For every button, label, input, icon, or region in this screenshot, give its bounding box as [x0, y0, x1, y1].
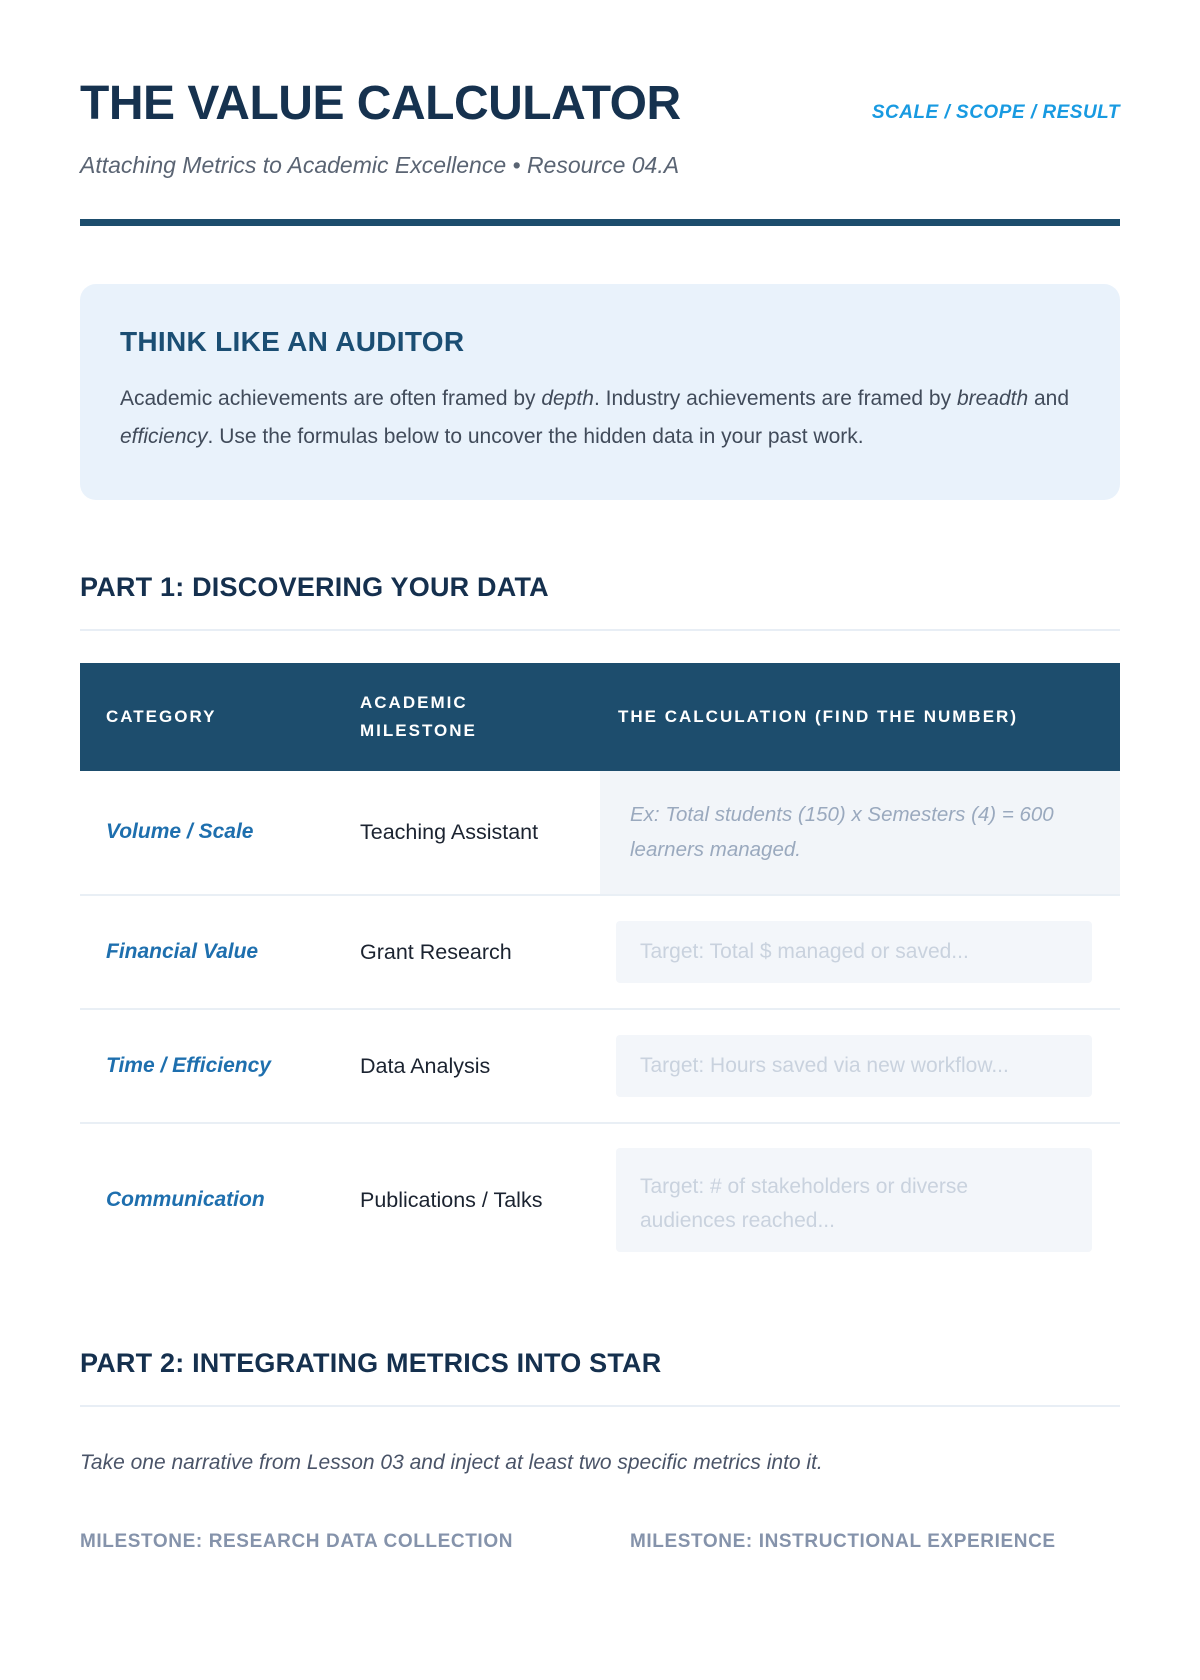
milestone-value: Grant Research [360, 940, 512, 965]
auditor-callout [80, 284, 1120, 500]
category-label: Communication [106, 1188, 265, 1212]
part1-heading: PART 1: DISCOVERING YOUR DATA [80, 571, 549, 602]
callout-italic-breadth: breadth [956, 387, 1029, 410]
callout-title: THINK LIKE AN AUDITOR [120, 326, 465, 357]
calculation-cell [600, 1010, 1120, 1122]
part2-instruction: Take one narrative from Lesson 03 and inject at least two specific metrics into it. [80, 1451, 823, 1475]
calculation-cell [600, 1124, 1120, 1276]
header-cell-calculation: THE CALCULATION (FIND THE NUMBER) [618, 706, 1018, 726]
category-label: Financial Value [106, 940, 259, 964]
header [80, 77, 1120, 130]
table-header-row [80, 663, 1120, 771]
milestone-value: Teaching Assistant [360, 820, 539, 845]
calculation-cell [600, 896, 1120, 1008]
communication-input[interactable] [616, 1148, 1092, 1252]
scale-scope-result-tag: SCALE / SCOPE / RESULT [871, 102, 1120, 123]
worksheet-page [0, 77, 1200, 1553]
category-label: Time / Efficiency [106, 1054, 271, 1078]
callout-italic-depth: depth [541, 387, 594, 410]
callout-text-4: . Use the formulas below to uncover the hidden data in your past work. [207, 424, 864, 448]
page-title: THE VALUE CALCULATOR [80, 77, 681, 130]
example-calculation: Ex: Total students (150) x Semesters (4) = 600 learners managed. [600, 771, 1120, 895]
callout-text-2: . Industry achievements are framed by [593, 387, 957, 410]
milestone-value: Publications / Talks [360, 1188, 543, 1213]
milestone-column-label-research: MILESTONE: RESEARCH DATA COLLECTION [80, 1531, 514, 1553]
part1-divider [80, 629, 1120, 631]
milestone-value: Data Analysis [360, 1054, 491, 1079]
table-row-volume-scale [80, 771, 1120, 897]
page-subtitle: Attaching Metrics to Academic Excellence • Resource 04.A [80, 152, 680, 178]
callout-text-1: Academic achievements are often framed by [120, 387, 542, 410]
header-cell-category: CATEGORY [106, 706, 217, 726]
time-efficiency-input[interactable] [616, 1035, 1092, 1097]
financial-value-input[interactable] [616, 921, 1092, 983]
table-row-time-efficiency [80, 1010, 1120, 1124]
part2-heading: PART 2: INTEGRATING METRICS INTO STAR [80, 1348, 662, 1379]
table-row-financial-value [80, 896, 1120, 1010]
part2-divider [80, 1405, 1120, 1407]
header-rule [80, 219, 1120, 226]
category-label: Volume / Scale [106, 820, 254, 844]
star-milestone-columns [80, 1531, 1120, 1553]
metrics-table [80, 663, 1120, 1277]
callout-body [120, 380, 1070, 456]
callout-text-3: and [1028, 387, 1070, 410]
table-row-communication [80, 1124, 1120, 1276]
milestone-column-label-instructional: MILESTONE: INSTRUCTIONAL EXPERIENCE [630, 1531, 1056, 1553]
callout-italic-efficiency: efficiency [120, 424, 208, 448]
header-cell-milestone: ACADEMIC MILESTONE [360, 692, 477, 740]
